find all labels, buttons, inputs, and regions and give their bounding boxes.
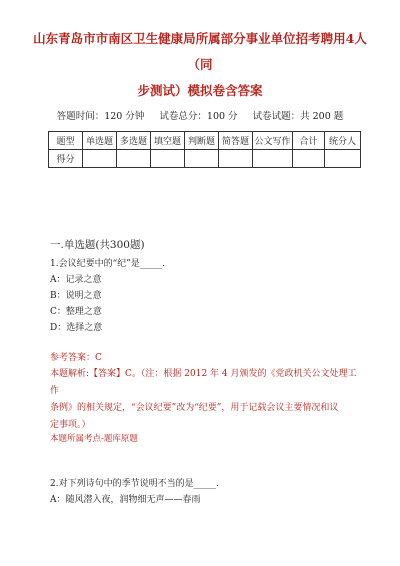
score-cell (83, 150, 117, 168)
title-line-1: 山东青岛市市南区卫生健康局所属部分事业单位招考聘用4人（同 (33, 31, 367, 72)
score-cell (325, 150, 361, 168)
score-header-cell: 多选题 (117, 132, 151, 150)
score-header-cell: 单选题 (83, 132, 117, 150)
score-header-cell: 统分人 (325, 132, 361, 150)
score-cell (253, 150, 293, 168)
score-cell (151, 150, 185, 168)
question-1-stem: 1.会议纪要中的“纪”是_____. (50, 259, 166, 269)
question-1-option-a: A：记录之意 (50, 275, 102, 285)
score-table (48, 131, 361, 168)
score-table-header-row (49, 132, 361, 150)
explanation-line-1: 本题解析:【答案】C。（注：根据 2012 年 4 月颁发的《党政机关公文处理工作 (50, 369, 357, 396)
score-table-score-row (49, 150, 361, 168)
score-header-cell: 题型 (49, 132, 83, 150)
question-1-option-c: C：整理之意 (50, 307, 102, 317)
exam-meta (0, 108, 400, 122)
score-header-cell: 简答题 (219, 132, 253, 150)
score-cell (185, 150, 219, 168)
title-line-2: 步测试）模拟卷含答案 (137, 83, 263, 98)
question-2 (50, 476, 219, 508)
question-2-stem: 2.对下列诗句中的季节说明不当的是_____. (50, 479, 219, 489)
question-1-tag: 本题所属考点-题库原题 (50, 434, 138, 444)
question-1 (50, 256, 165, 336)
score-header-cell: 公文写作 (253, 132, 293, 150)
question-1-option-b: B：说明之意 (50, 291, 102, 301)
question-1-answer: 参考答案：C (50, 353, 102, 363)
score-cell (117, 150, 151, 168)
score-row-label: 得分 (49, 150, 83, 168)
exam-total-score: 试卷总分：100 分 (159, 111, 238, 122)
question-1-explanation (50, 366, 360, 434)
question-2-option-a: A：随风潜入夜，润物细无声——春雨 (50, 495, 201, 505)
score-cell (293, 150, 325, 168)
section-title: 一.单选题(共300题) (50, 239, 145, 251)
score-header-cell: 判断题 (185, 132, 219, 150)
score-header-cell: 合计 (293, 132, 325, 150)
document-title (30, 26, 370, 104)
exam-time: 答题时间：120 分钟 (56, 111, 145, 122)
explanation-line-2: 条例》的相关规定，“会议纪要”改为“纪要”，用于记载会议主要情况和议 (50, 403, 339, 413)
explanation-line-3: 定事项。） (50, 420, 91, 430)
exam-question-count: 试卷试题：共 200 题 (252, 111, 344, 122)
score-cell (219, 150, 253, 168)
score-header-cell: 填空题 (151, 132, 185, 150)
question-1-option-d: D：选择之意 (50, 323, 103, 333)
